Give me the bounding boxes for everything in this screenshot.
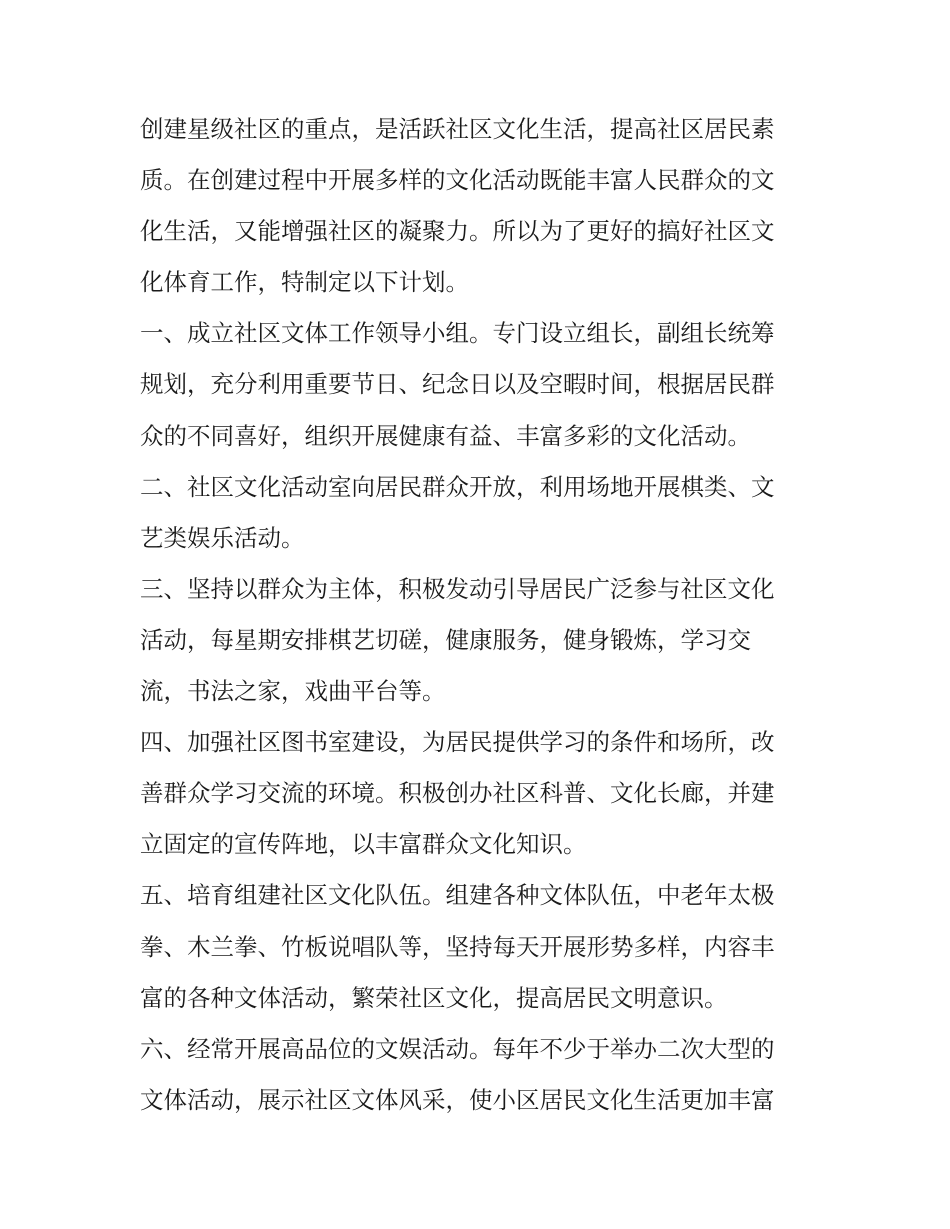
- text-line: 创建星级社区的重点，是活跃社区文化生活，提高社区居民素: [140, 115, 775, 143]
- text-line: 五、培育组建社区文化队伍。组建各种文体队伍，中老年太极: [140, 881, 775, 910]
- text-line: 文体活动，展示社区文体风采，使小区居民文化生活更加丰富: [140, 1085, 775, 1114]
- text-line: 立固定的宣传阵地，以丰富群众文化知识。: [140, 830, 587, 859]
- text-line: 四、加强社区图书室建设，为居民提供学习的条件和场所，改: [140, 728, 775, 757]
- text-line: 规划，充分利用重要节日、纪念日以及空暇时间，根据居民群: [140, 370, 775, 399]
- text-line: 活动，每星期安排棋艺切磋，健康服务，健身锻炼，学习交: [140, 625, 751, 654]
- text-line: 化体育工作，特制定以下计划。: [140, 268, 469, 297]
- text-line: 一、成立社区文体工作领导小组。专门设立组长，副组长统筹: [140, 319, 775, 348]
- text-line: 流，书法之家，戏曲平台等。: [140, 677, 446, 706]
- text-line: 众的不同喜好，组织开展健康有益、丰富多彩的文化活动。: [140, 421, 751, 450]
- text-line: 善群众学习交流的环境。积极创办社区科普、文化长廊，并建: [140, 779, 775, 808]
- text-line: 富的各种文体活动，繁荣社区文化，提高居民文明意识。: [140, 983, 728, 1012]
- body-text: [140, 104, 820, 1126]
- text-line: 拳、木兰拳、竹板说唱队等，坚持每天开展形势多样，内容丰: [140, 932, 775, 961]
- text-line: 六、经常开展高品位的文娱活动。每年不少于举办二次大型的: [140, 1034, 775, 1063]
- text-line: 二、社区文化活动室向居民群众开放，利用场地开展棋类、文: [140, 472, 775, 501]
- text-line: 三、坚持以群众为主体，积极发动引导居民广泛参与社区文化: [140, 574, 775, 603]
- text-line: 质。在创建过程中开展多样的文化活动既能丰富人民群众的文: [140, 166, 775, 195]
- text-line: 化生活，又能增强社区的凝聚力。所以为了更好的搞好社区文: [140, 217, 775, 246]
- text-line: 艺类娱乐活动。: [140, 523, 305, 552]
